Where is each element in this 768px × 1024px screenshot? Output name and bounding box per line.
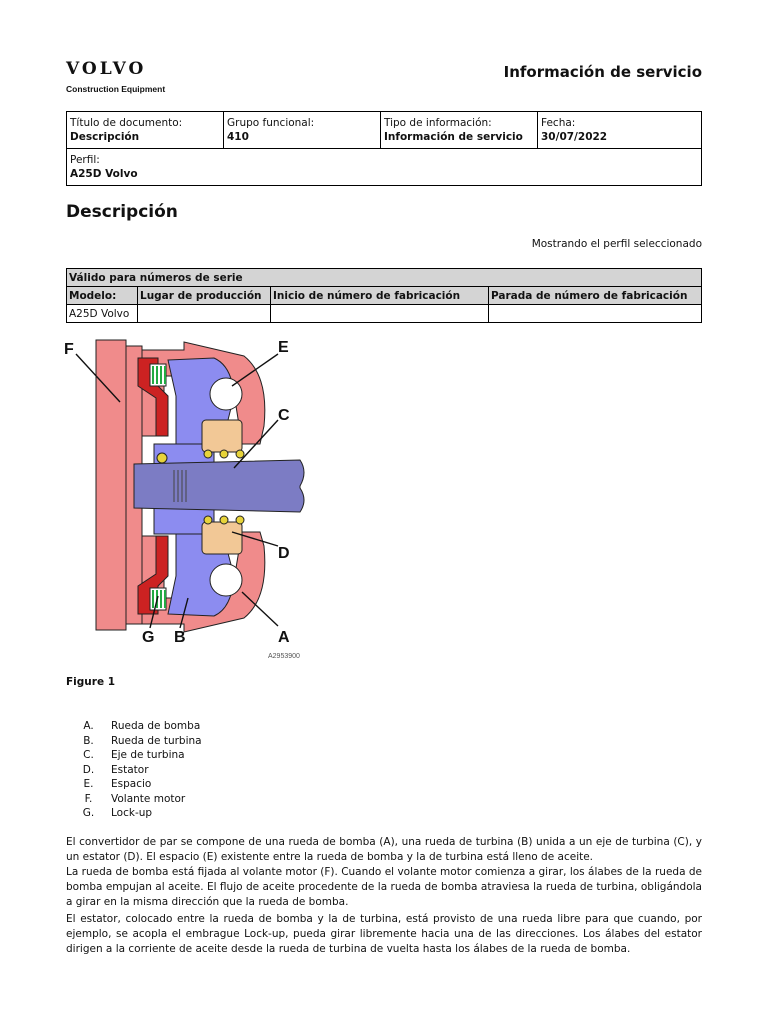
list-item: C. Eje de turbina (83, 749, 185, 761)
torque-converter-figure (64, 336, 314, 670)
table-cell (138, 305, 271, 323)
list-item: F. Volante motor (84, 792, 186, 805)
label-e: E (278, 339, 289, 356)
brand-name: VOLVO (66, 59, 147, 79)
stator-upper (202, 420, 242, 452)
column-header: Inicio de número de fabricación (271, 287, 489, 305)
column-header: Lugar de producción (138, 287, 271, 305)
stator-lower (202, 522, 242, 554)
meta-info-type: Tipo de información: Información de servicio (381, 112, 538, 149)
paragraph-1: El convertidor de par se compone de una rueda de bomba (A), una rueda de turbina (B) unida a un eje de turbina (C), y un estator (D). El espacio (E) existente entre la rueda de bomba y la de turbina está lleno de aceite. (66, 836, 702, 863)
list-item: B. Rueda de turbina (83, 734, 202, 747)
figure-code: A2953900 (268, 653, 300, 660)
figure-caption: Figure 1 (66, 676, 116, 688)
paragraph-3: El estator, colocado entre la rueda de bomba y la de turbina, está provisto de una rueda libre para que cuando, por ejemplo, se acopla el embrague Lock-up, pueda girar libremente hacia una de las direcciones. Los álabes del estator dirigen a la corriente de aceite desde la rueda de turbina de vuelta hasta los álabes de la rueda de bomba. (66, 913, 702, 955)
table-cell (271, 305, 489, 323)
meta-group: Grupo funcional: 410 (224, 112, 381, 149)
document-meta-table (66, 111, 702, 186)
list-item: D. Estator (82, 763, 149, 776)
serial-table-title: Válido para números de serie (67, 269, 702, 287)
label-g: G (142, 629, 155, 646)
label-f: F (64, 341, 74, 358)
list-item: E. Espacio (83, 778, 152, 790)
table-cell: A25D Volvo (67, 305, 138, 323)
profile-note: Mostrando el perfil seleccionado (531, 238, 702, 250)
flywheel-shape (96, 340, 126, 630)
label-c: C (278, 407, 290, 424)
column-header: Modelo: (67, 287, 138, 305)
list-item: A. Rueda de bomba (83, 720, 201, 732)
figure-legend (66, 719, 202, 821)
label-a: A (278, 629, 290, 646)
serial-number-table (66, 268, 702, 323)
column-header: Parada de número de fabricación (489, 287, 702, 305)
torque-converter-diagram (64, 336, 314, 666)
oil-space-lower (210, 564, 242, 596)
label-b: B (174, 629, 186, 646)
meta-profile: Perfil: A25D Volvo (67, 149, 702, 186)
turbine-shaft (134, 460, 304, 512)
brand-subtitle: Construction Equipment (66, 84, 166, 94)
paragraph-2: La rueda de bomba está fijada al volante motor (F). Cuando el volante motor comienza a girar, los álabes de la rueda de bomba empujan al aceite. El flujo de aceite procedente de la rueda de bomba atraviesa la rueda de turbina, obligándola a girar en la misma dirección que la rueda de bomba. (66, 866, 702, 908)
page-header-title: Información de servicio (503, 63, 702, 81)
table-cell (489, 305, 702, 323)
label-d: D (278, 545, 290, 562)
meta-date: Fecha: 30/07/2022 (538, 112, 702, 149)
section-title: Descripción (66, 202, 178, 222)
meta-doc-title: Título de documento: Descripción (67, 112, 224, 149)
list-item: G. Lock-up (82, 807, 153, 819)
volvo-logo (66, 60, 165, 94)
